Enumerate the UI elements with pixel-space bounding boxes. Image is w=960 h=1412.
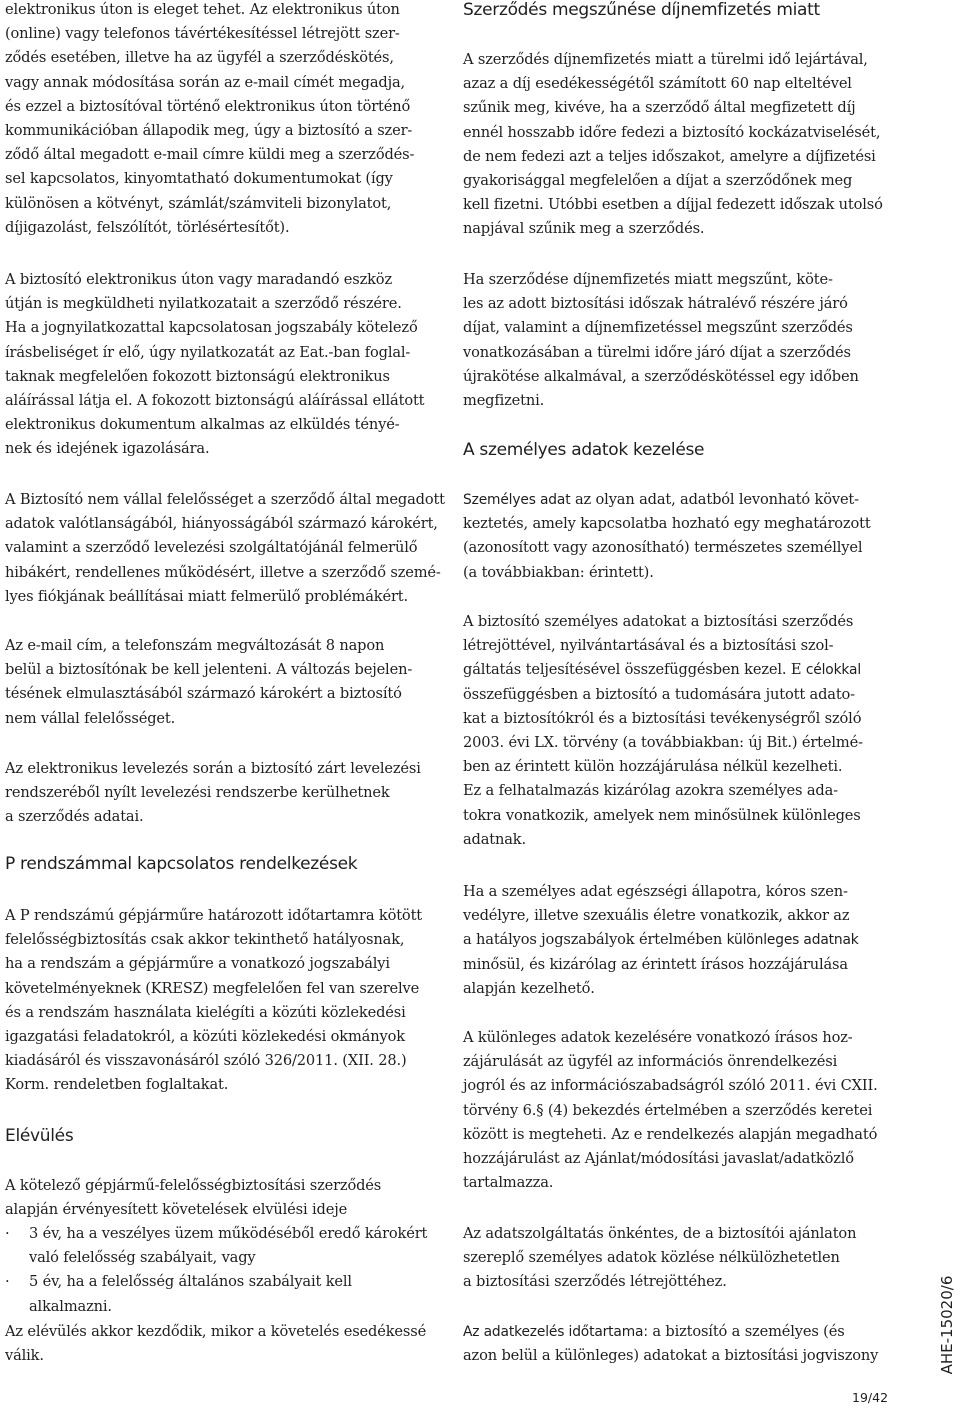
paragraph-p-plate: A P rendszámú gépjárműre határozott időtartamra kötött felelősségbiztosítás csak akkor tekinthető hatályosnak, ha a rendszám a gépjárműre a vonatkozó jogszabályi követelményeknek (KRESZ) megfelelően fel van szerelve és a rendszám használata kielégíti a közúti közlekedési igazgatási feladatokról, a közúti közlekedési okmányok kiadásáról és visszavonásáról szóló 326/2011. (XII. 28.) Korm. rendeletben foglaltakat. [5, 907, 422, 1094]
term-special-data: különleges adatnak [726, 932, 859, 949]
page-number: 19/42 [852, 1390, 889, 1405]
paragraph-termination-payment: Ha szerződése díjnemfizetés miatt megszűnt, köte- les az adott biztosítási időszak hátralévő részére járó díjat, valamint a díjnemfizetéssel megszűnt szerződés vonatkozásában a türelmi időre járó díjat a szerződés újrakötése alkalmával, a szerződéskötéssel egy időben megfizetni. [463, 271, 859, 410]
paragraph-voluntary-data: Az adatszolgáltatás önkéntes, de a biztosítói ajánlaton szereplő személyes adatok közlése nélkülözhetetlen a biztosítási szerződés létrejöttéhez. [463, 1225, 857, 1291]
list-item [5, 1222, 435, 1270]
term-purposes: célokkal [805, 662, 862, 679]
list-item-text: 5 év, ha a felelősség általános szabályait kell alkalmazni. [29, 1273, 352, 1315]
text-part: összefüggésben a biztosító a tudomására jutott adato- kat a biztosítókról és a biztosítási tevékenységről szóló 2003. évi LX. törvény (a továbbiakban: új Bit.) értelmé- ben az érintett külön hozzájárulása nélkül kezelheti. Ez a felhatalmazás kizárólag azokra személyes ada- tokra vonatkozik, amelyek nem minősülnek különleges adatnak. [463, 685, 863, 848]
list-item [5, 1270, 435, 1318]
list-item-text: 3 év, ha a veszélyes üzem működéséből eredő károkért való felelősség szabályait, vagy [29, 1225, 428, 1267]
paragraph-special-data [463, 880, 893, 1001]
term-personal-data: Személyes adat [463, 492, 571, 508]
paragraph-data-processing [463, 610, 893, 852]
text-part: A biztosító személyes adatokat a biztosítási szerződés létrejöttével, nyilvántartásával és a biztosítási szol- gáltatás teljesítésével összefüggésben kezel. E [463, 613, 854, 679]
limitation-list [5, 1222, 435, 1319]
heading-termination: Szerződés megszűnése díjnemfizetés miatt [463, 0, 820, 20]
paragraph-electronic-communication: elektronikus úton is eleget tehet. Az elektronikus úton (online) vagy telefonos távértékesítéssel létrejött szer- ződés esetében, illetve ha az ügyfél a szerződéskötés, vagy annak módosítása során az e-mail címét megadja, és ezzel a biztosítóval történő elektronikus úton történő kommunikációban állapodik meg, úgy a biztosító a szer- ződő által megadott e-mail címre küldi meg a szerződés- sel kapcsolatos, kinyomtatható dokumentumokat (így különösen a kötvényt, számlát/számviteli bizonylatot, díjigazolást, felszólítót, törlésértesítőt). [5, 1, 415, 236]
paragraph-retention-period [463, 1320, 893, 1368]
paragraph-limitation-start: Az elévülés akkor kezdődik, mikor a követelés esedékessé válik. [5, 1323, 427, 1365]
text-part: minősül, és kizárólag az érintett írásos hozzájárulása alapján kezelhető. [463, 955, 848, 997]
paragraph-personal-data-definition [463, 488, 893, 585]
document-id: AHE-15020/6 [938, 1275, 956, 1375]
paragraph-email-system: Az elektronikus levelezés során a biztosító zárt levelezési rendszeréből nyílt levelezési rendszerbe kerülhetnek a szerződés adatai. [5, 760, 421, 826]
paragraph-special-data-consent: A különleges adatok kezelésére vonatkozó írásos hoz- zájárulását az ügyfél az információs önrendelkezési jogról és az információszabadságról szóló 2011. évi CXII. törvény 6.§ (4) bekezdés értelmében a szerződés keretei között is megteheti. Az e rendelkezés alapján megadható hozzájárulást az Ajánlat/módosítási javaslat/adatközlő tartalmazza. [463, 1029, 878, 1192]
text-part: Ha a személyes adat egészségi állapotra, kóros szen- vedélyre, illetve szexuális életre vonatkozik, akkor az a hatályos jogszabályok értelmében [463, 883, 850, 949]
paragraph-termination-grace: A szerződés díjnemfizetés miatt a türelmi idő lejártával, azaz a díj esedékességétől számított 60 nap elteltével szűnik meg, kivéve, ha a szerződő által megfizetett díj ennél hosszabb időre fedezi a biztosító kockázatviselését, de nem fedezi azt a teljes időszakot, amelyre a díjfizetési gyakorisággal megfelelően a díjat a szerződőnek meg kell fizetni. Utóbbi esetben a díjjal fedezett időszak utolsó napjával szűnik meg a szerződés. [463, 51, 883, 238]
heading-p-plate: P rendszámmal kapcsolatos rendelkezések [5, 854, 358, 874]
definition-text: az olyan adat, adatból levonható követ- keztetés, amely kapcsolatba hozható egy meghatározott (azonosított vagy azonosítható) természetes személlyel (a továbbiakban: érintett). [463, 491, 871, 581]
paragraph-email-change: Az e-mail cím, a telefonszám megváltozását 8 napon belül a biztosítónak be kell jelenteni. A változás bejelen- tésének elmulasztásából származó károkért a biztosító nem vállal felelősséget. [5, 637, 413, 727]
bullet-marker: · [5, 1273, 10, 1291]
text-part: a biztosító a személyes (és azon belül a különleges) adatokat a biztosítási jogviszony [463, 1323, 879, 1365]
paragraph-electronic-declarations: A biztosító elektronikus úton vagy maradandó eszköz útján is megküldheti nyilatkozatait a szerződő részére. Ha a jognyilatkozattal kapcsolatosan jogszabály kötelező írásbeliséget ír elő, úgy nyilatkozatát az Eat.-ban foglal- taknak megfelelően fokozott biztonságú elektronikus aláírással látja el. A fokozott biztonságú aláírással ellátott elektronikus dokumentum alkalmas az elküldés tényé- nek és idejének igazolására. [5, 271, 425, 458]
bullet-marker: · [5, 1225, 10, 1242]
paragraph-limitation-intro: A kötelező gépjármű-felelősségbiztosítási szerződés alapján érvényesített követelések elvülési ideje [5, 1177, 382, 1219]
term-retention: Az adatkezelés időtartama: [463, 1324, 648, 1340]
heading-personal-data: A személyes adatok kezelése [463, 440, 705, 460]
paragraph-liability-exclusion: A Biztosító nem vállal felelősséget a szerződő által megadott adatok valótlanságából, hiányosságából származó károkért, valamint a szerződő levelezési szolgáltatójánál felmerülő hibákért, rendellenes működésért, illetve a szerződő szemé- lyes fiókjának beállításai miatt felmerülő problémákért. [5, 491, 445, 605]
heading-limitation: Elévülés [5, 1126, 74, 1146]
